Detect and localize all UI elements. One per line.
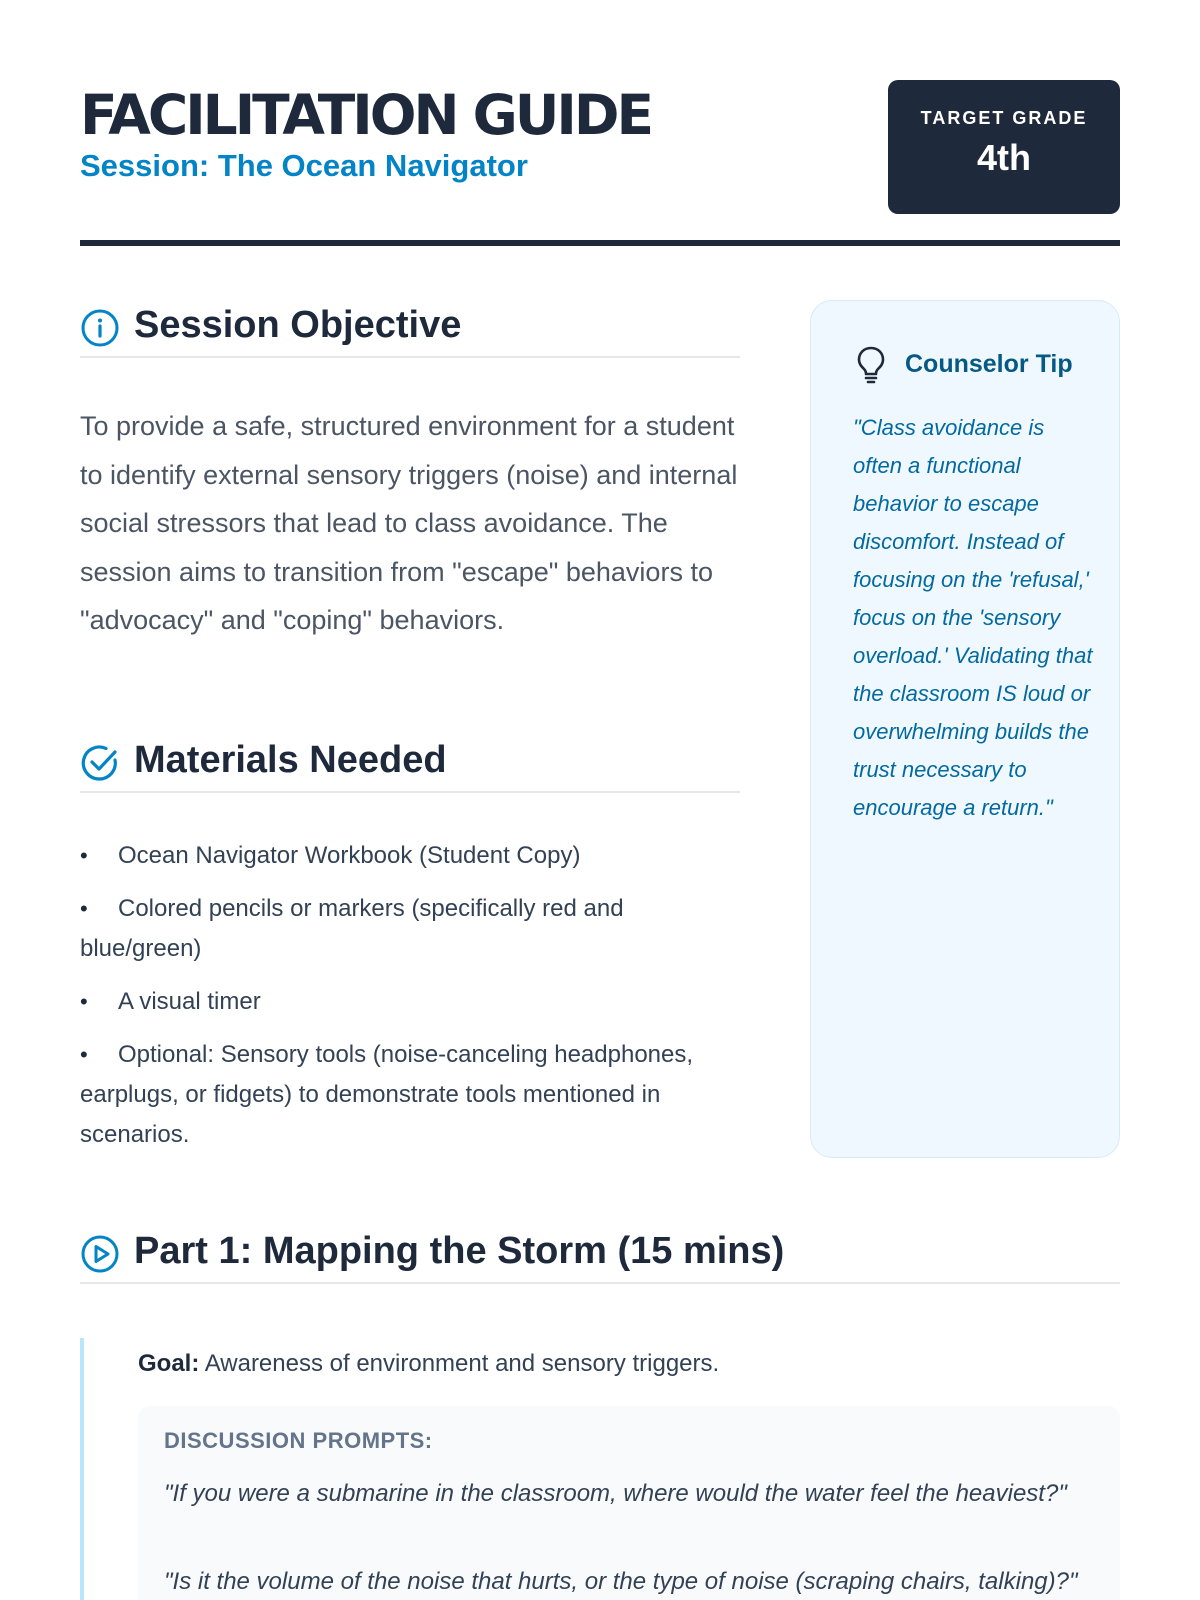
part1-goal [138, 1344, 719, 1384]
materials-heading [80, 731, 740, 793]
facilitation-guide-page [80, 0, 1120, 1600]
materials-list [80, 836, 740, 1168]
discussion-prompt: "If you were a submarine in the classroom, where would the water feel the heaviest?" [164, 1480, 1067, 1507]
bullet: • [80, 896, 88, 921]
material-item-text: A visual timer [118, 988, 261, 1015]
list-item [80, 836, 740, 876]
counselor-tip-quote: "Class avoidance is often a functional behavior to escape discomfort. Instead of focusing on the 'refusal,' focus on the 'sensory overload.' Validating that the classroom IS loud or overwhelming builds the trust necessary to encourage a return." [853, 415, 1093, 820]
header [80, 80, 1120, 248]
goal-text: Awareness of environment and sensory triggers. [204, 1350, 720, 1377]
target-grade-value: 4th [977, 137, 1031, 178]
part1-body [80, 1338, 1120, 1600]
discussion-prompt: "Is it the volume of the noise that hurts, or the type of noise (scraping chairs, talking)?" [164, 1568, 1078, 1595]
bullet: • [80, 989, 88, 1014]
list-item [80, 1035, 740, 1155]
material-item-text: Optional: Sensory tools (noise-canceling headphones, earplugs, or fidgets) to demonstrate tools mentioned in scenarios. [80, 1041, 694, 1148]
discussion-prompts-box [138, 1406, 1120, 1600]
objective-heading [80, 296, 740, 358]
part1-title: Part 1: Mapping the Storm (15 mins) [134, 1230, 785, 1272]
material-item-text: Colored pencils or markers (specifically red and blue/green) [80, 895, 624, 962]
bullet: • [80, 1042, 88, 1067]
objective-title: Session Objective [134, 304, 462, 346]
info-icon [80, 308, 120, 348]
play-circle-icon [80, 1234, 120, 1274]
counselor-tip-label: Counselor Tip [905, 350, 1073, 378]
lightbulb-icon [855, 345, 887, 385]
header-divider [80, 240, 1120, 246]
page-title: FACILITATION GUIDE [80, 83, 652, 147]
list-item [80, 982, 740, 1022]
discussion-prompts-label: DISCUSSION PROMPTS: [164, 1428, 433, 1453]
part1-heading [80, 1222, 1120, 1284]
target-grade-badge [888, 80, 1120, 214]
materials-title: Materials Needed [134, 739, 447, 781]
material-item-text: Ocean Navigator Workbook (Student Copy) [118, 842, 581, 869]
list-item [80, 889, 740, 969]
target-grade-label: TARGET GRADE [920, 108, 1088, 128]
goal-label: Goal: [138, 1350, 200, 1377]
check-circle-icon [80, 743, 120, 783]
session-subtitle: Session: The Ocean Navigator [80, 148, 528, 183]
objective-text: To provide a safe, structured environment for a student to identify external sensory triggers (noise) and internal social stressors that lead to class avoidance. The session aims to transition from "escape" behaviors to "advocacy" and "coping" behaviors. [80, 411, 738, 636]
bullet: • [80, 843, 88, 868]
counselor-tip-card [810, 300, 1120, 1158]
